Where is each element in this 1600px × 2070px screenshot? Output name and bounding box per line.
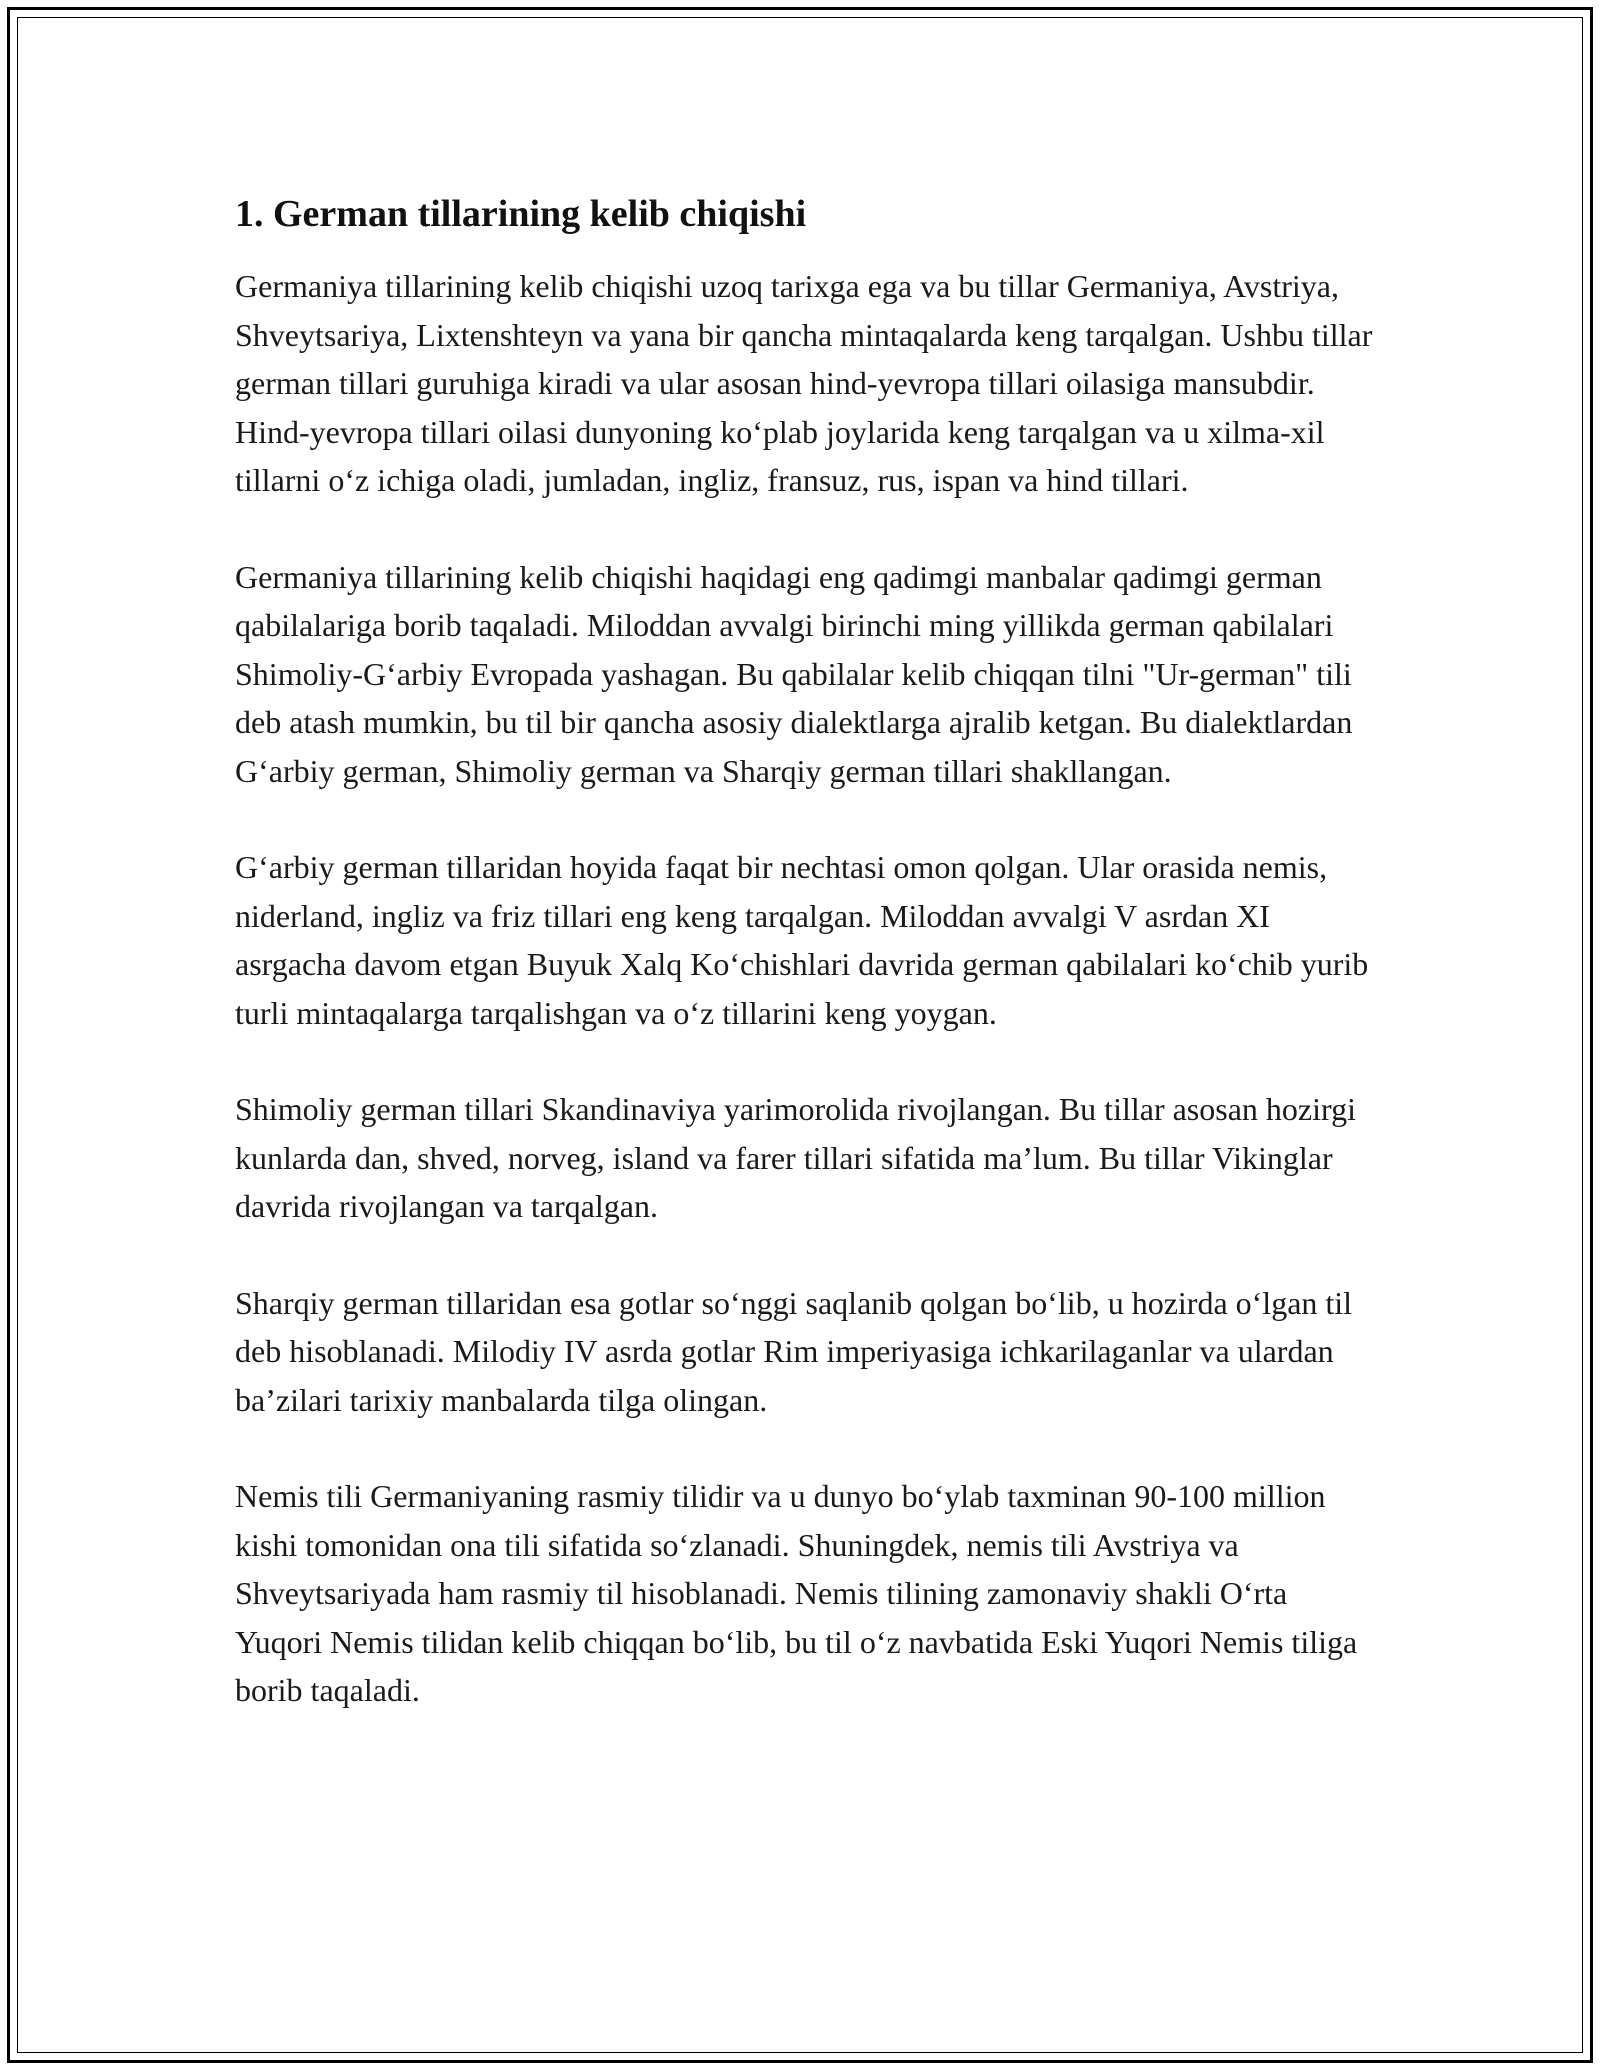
section-heading: 1. German tillarining kelib chiqishi [235, 193, 807, 235]
paragraph-1: Germaniya tillarining kelib chiqishi uzoq tarixga ega va bu tillar Germaniya, Avstriya, Shveytsariya, Lixtenshteyn va yana bir qancha mintaqalarda keng tarqalgan. Ushbu tillar german tillari guruhiga kiradi va ular asosan hind-yevropa tillari oilasiga mansubdir. Hind-yevropa tillari oilasi dunyoning ko‘plab joylarida keng tarqalgan va u xilma-xil tillarni o‘z ichiga oladi, jumladan, ingliz, fransuz, rus, ispan va hind tillari. [235, 268, 1373, 498]
paragraph-5: Sharqiy german tillaridan esa gotlar so‘nggi saqlanib qolgan bo‘lib, u hozirda o‘lgan til deb hisoblanadi. Milodiy IV asrda gotlar Rim imperiyasiga ichkarilaganlar va ulardan ba’zilari tarixiy manbalarda tilga olingan. [235, 1284, 1353, 1418]
document-body [235, 186, 1375, 1763]
paragraph-2: Germaniya tillarining kelib chiqishi haqidagi eng qadimgi manbalar qadimgi german qabilalariga borib taqaladi. Miloddan avvalgi birinchi ming yillikda german qabilalari Shimoliy-G‘arbiy Evropada yashagan. Bu qabilalar kelib chiqqan tilni "Ur-german" tili deb atash mumkin, bu til bir qancha asosiy dialektlarga ajralib ketgan. Bu dialektlardan G‘arbiy german, Shimoliy german va Sharqiy german tillari shakllangan. [235, 558, 1353, 789]
paragraph-4: Shimoliy german tillari Skandinaviya yarimorolida rivojlangan. Bu tillar asosan hozirgi kunlarda dan, shved, norveg, island va farer tillari sifatida ma’lum. Bu tillar Vikinglar davrida rivojlangan va tarqalgan. [235, 1091, 1356, 1224]
paragraph-6: Nemis tili Germaniyaning rasmiy tilidir va u dunyo bo‘ylab taxminan 90-100 million kishi tomonidan ona tili sifatida so‘zlanadi. Shuningdek, nemis tili Avstriya va Shveytsariyada ham rasmiy til hisoblanadi. Nemis tilining zamonaviy shakli O‘rta Yuqori Nemis tilidan kelib chiqqan bo‘lib, bu til o‘z navbatida Eski Yuqori Nemis tiliga borib taqaladi. [235, 1478, 1358, 1708]
paragraph-3: G‘arbiy german tillaridan hoyida faqat bir nechtasi omon qolgan. Ular orasida nemis, niderland, ingliz va friz tillari eng keng tarqalgan. Miloddan avvalgi V asrdan XI asrgacha davom etgan Buyuk Xalq Ko‘chishlari davrida german qabilalari ko‘chib yurib turli mintaqalarga tarqalishgan va o‘z tillarini keng yoygan. [235, 849, 1369, 1031]
